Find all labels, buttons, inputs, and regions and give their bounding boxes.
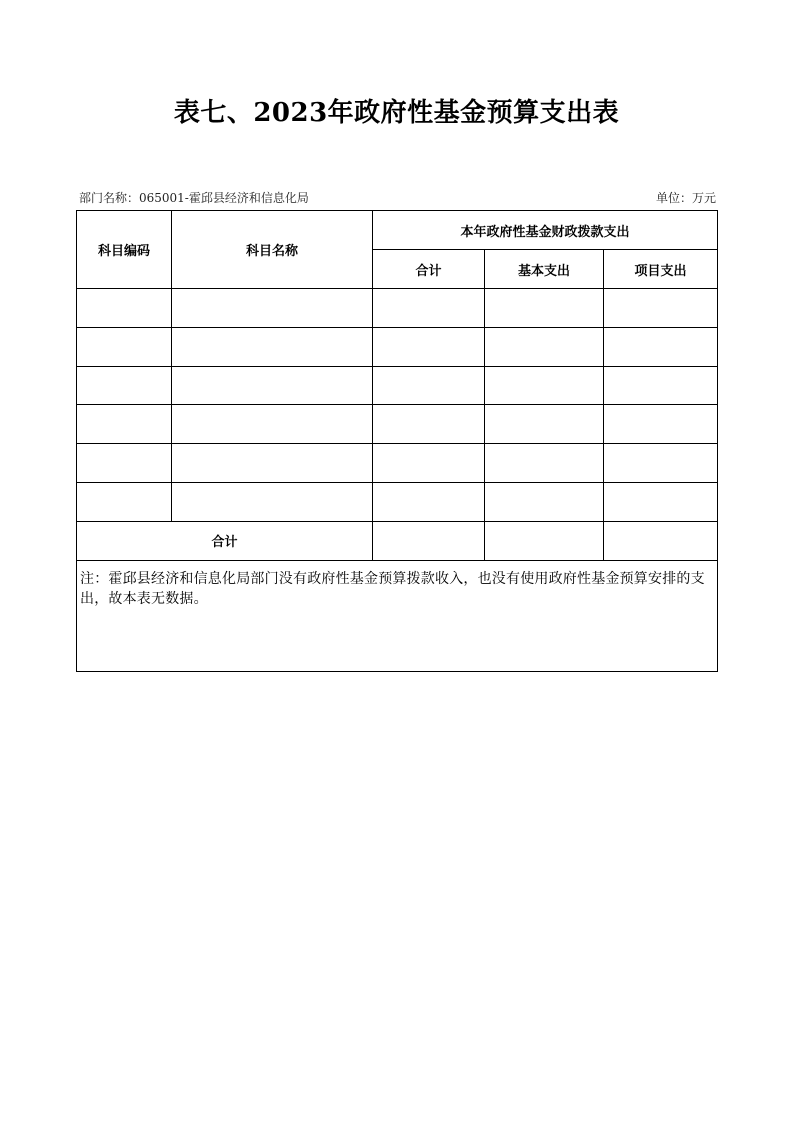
table-row	[77, 327, 718, 366]
cell-project	[604, 405, 718, 444]
cell-subject-name	[172, 327, 373, 366]
cell-basic	[485, 366, 604, 405]
header-total: 合计	[373, 250, 485, 289]
department-label: 部门名称：065001-霍邱县经济和信息化局	[79, 191, 309, 205]
total-label: 合计	[77, 521, 373, 560]
header-project-expenditure: 项目支出	[604, 250, 718, 289]
cell-basic	[485, 482, 604, 521]
cell-subject-code	[77, 482, 172, 521]
cell-project	[604, 327, 718, 366]
cell-total	[373, 482, 485, 521]
cell-project	[604, 482, 718, 521]
cell-basic	[485, 327, 604, 366]
table-row	[77, 289, 718, 328]
cell-subject-name	[172, 289, 373, 328]
cell-project	[604, 444, 718, 483]
table-row	[77, 405, 718, 444]
table-row	[77, 444, 718, 483]
cell-project	[604, 366, 718, 405]
cell-total	[373, 289, 485, 328]
header-subject-name: 科目名称	[172, 211, 373, 289]
cell-total	[373, 366, 485, 405]
cell-project	[604, 289, 718, 328]
total-cell-total	[373, 521, 485, 560]
header-basic-expenditure: 基本支出	[485, 250, 604, 289]
cell-basic	[485, 444, 604, 483]
cell-subject-name	[172, 444, 373, 483]
header-fund-expenditure: 本年政府性基金财政拨款支出	[373, 211, 718, 250]
cell-subject-name	[172, 482, 373, 521]
cell-total	[373, 444, 485, 483]
table-row	[77, 482, 718, 521]
table-row	[77, 366, 718, 405]
note-text: 注：霍邱县经济和信息化局部门没有政府性基金预算拨款收入，也没有使用政府性基金预算安排的支出，故本表无数据。	[77, 560, 718, 671]
cell-subject-name	[172, 366, 373, 405]
cell-subject-code	[77, 444, 172, 483]
cell-subject-code	[77, 405, 172, 444]
page-title: 表七、2023年政府性基金预算支出表	[173, 98, 620, 128]
cell-basic	[485, 405, 604, 444]
note-row	[77, 560, 718, 671]
cell-subject-code	[77, 289, 172, 328]
cell-basic	[485, 289, 604, 328]
cell-subject-name	[172, 405, 373, 444]
cell-total	[373, 327, 485, 366]
cell-subject-code	[77, 366, 172, 405]
total-cell-basic	[485, 521, 604, 560]
cell-total	[373, 405, 485, 444]
table-total-row	[77, 521, 718, 560]
header-subject-code: 科目编码	[77, 211, 172, 289]
total-cell-project	[604, 521, 718, 560]
budget-table	[76, 210, 718, 672]
cell-subject-code	[77, 327, 172, 366]
table-header-row	[77, 211, 718, 250]
unit-label: 单位：万元	[655, 191, 716, 205]
